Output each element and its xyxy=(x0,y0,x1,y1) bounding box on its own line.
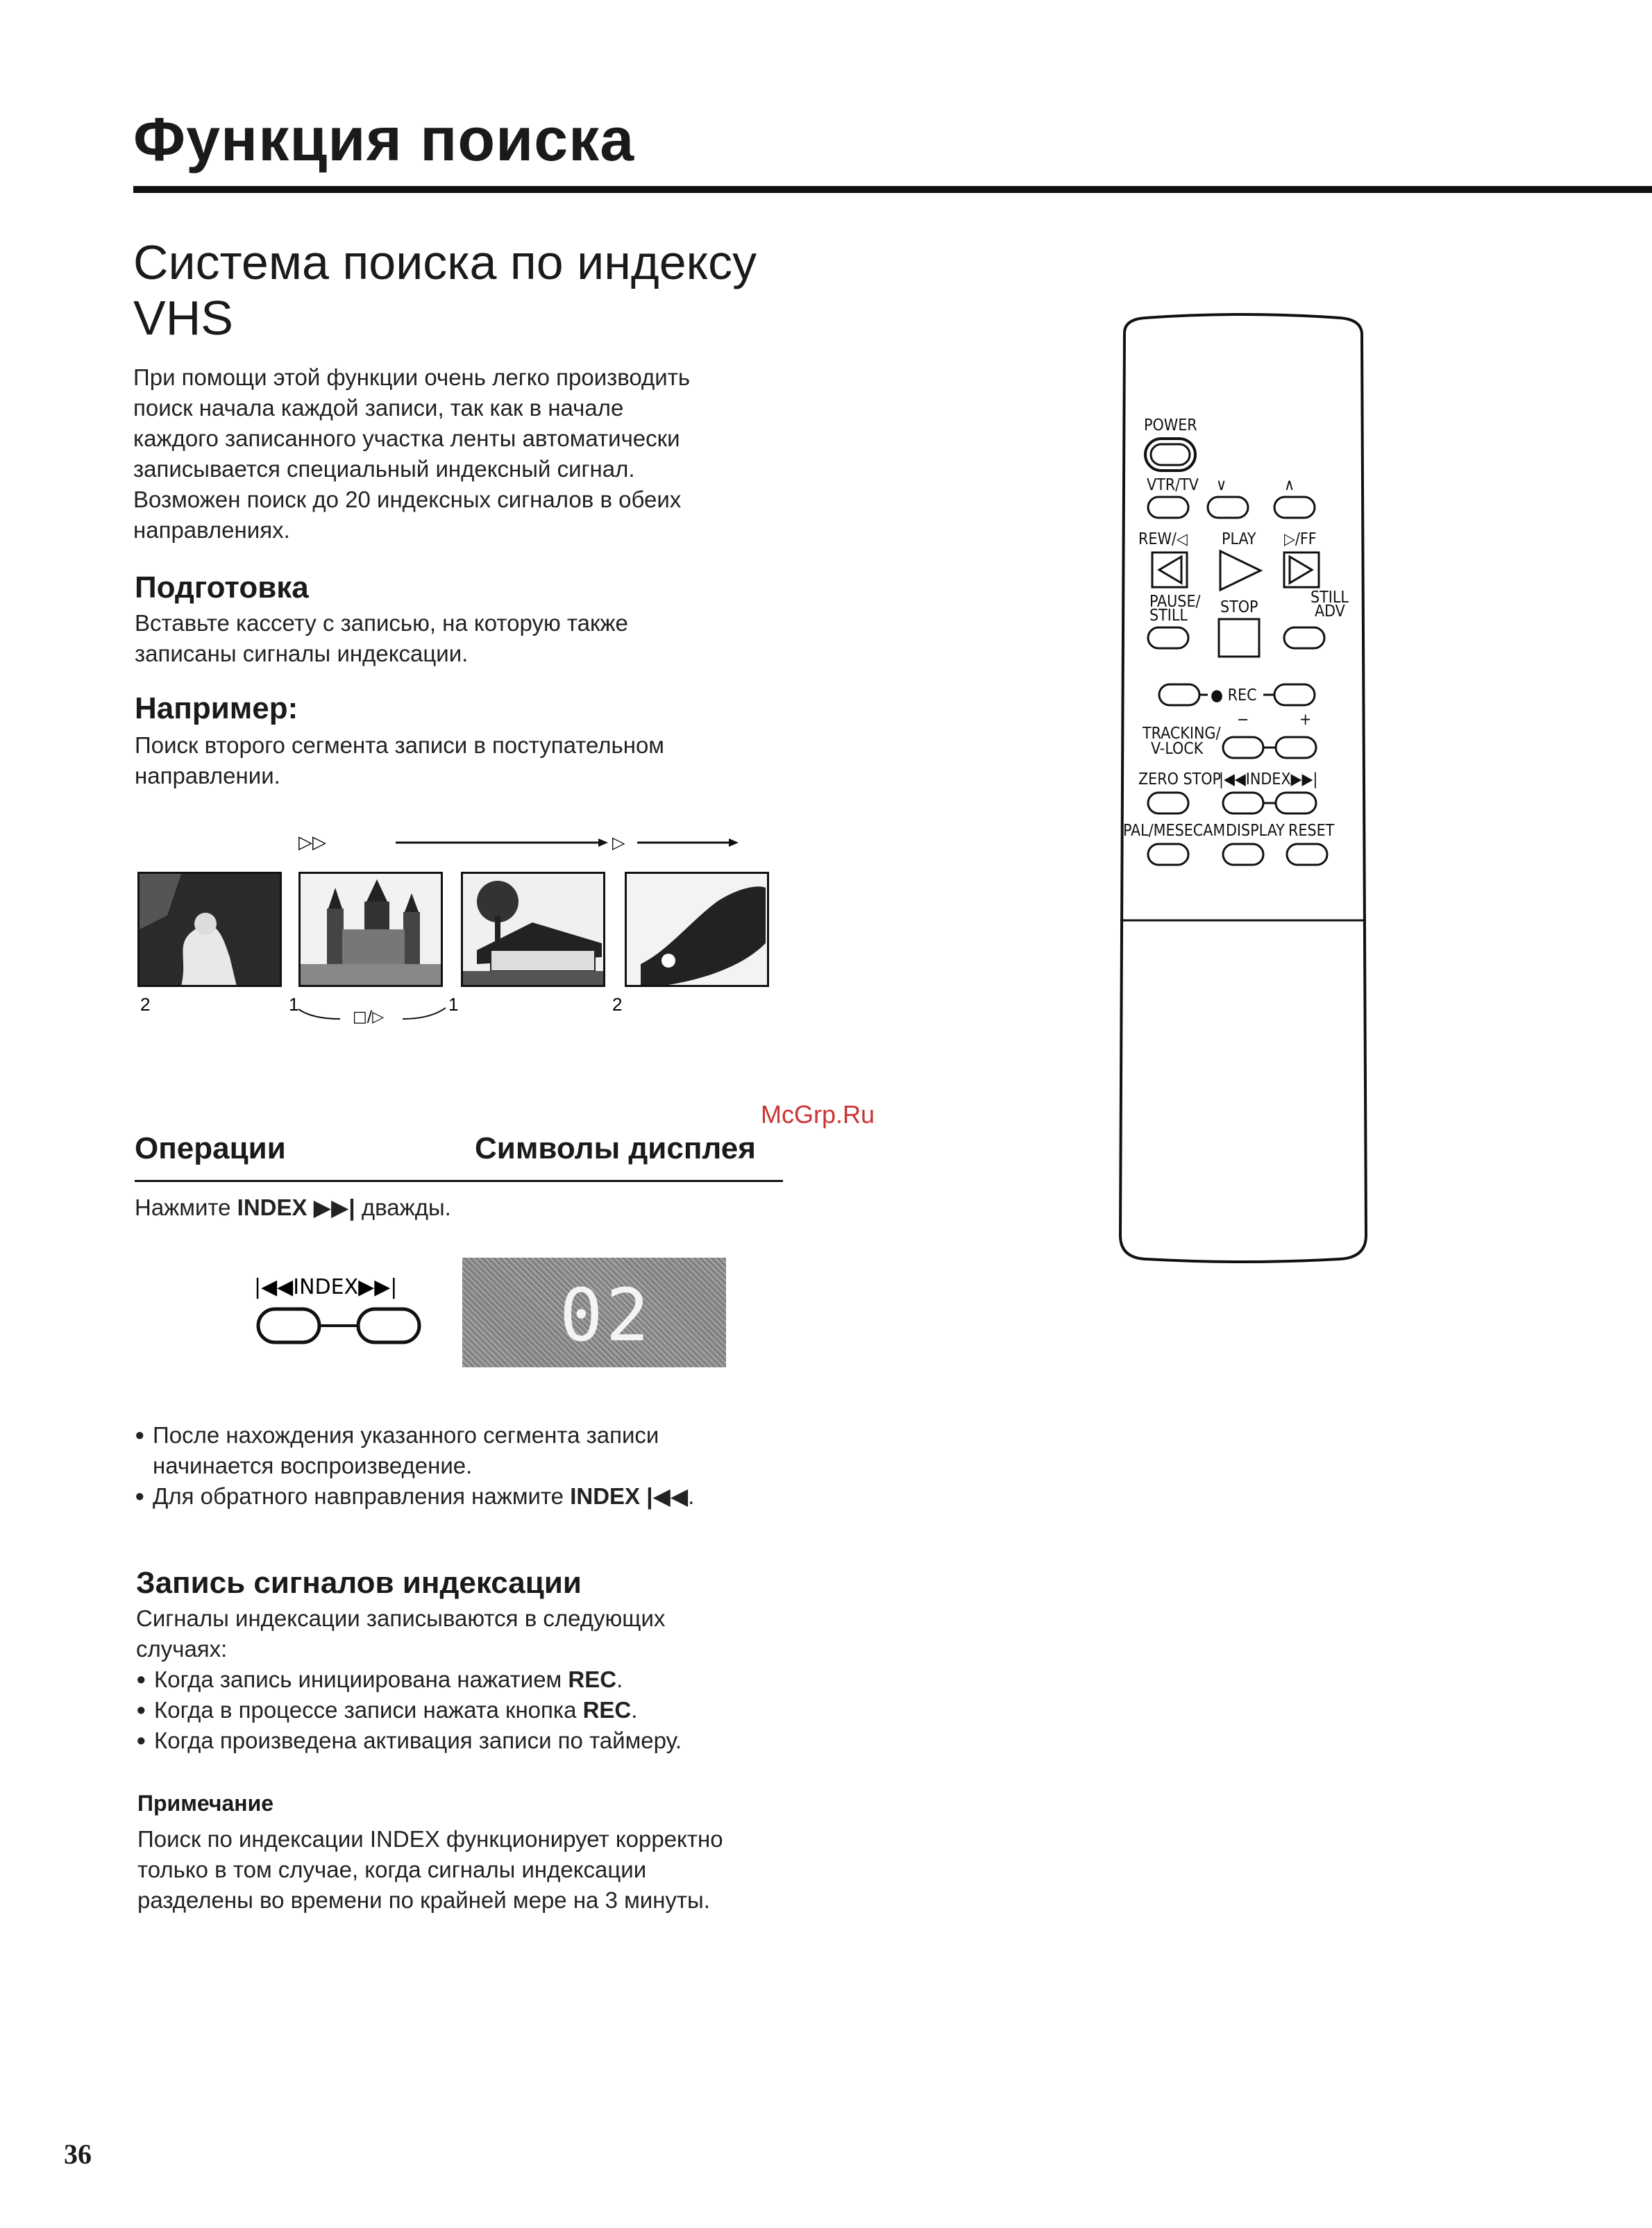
tracking-label: TRACKING/ xyxy=(1143,725,1221,743)
display-symbols-heading: Символы дисплея xyxy=(475,1131,756,1165)
prep-heading: Подготовка xyxy=(135,571,309,605)
remote-control xyxy=(1104,312,1395,1270)
stop-label: STOP xyxy=(1220,598,1258,616)
vtr-tv-label: VTR/TV xyxy=(1147,476,1199,494)
tracking-plus-button[interactable] xyxy=(1276,737,1316,758)
intro-text: При помощи этой функции очень легко производить поиск начала каждой записи, так как в начале каждого записанного участка ленты автоматически записывается специальный индексный сигнал. Возможен поиск до 20 индексных сигналов в обеих направлениях. xyxy=(133,364,691,543)
example-text: Поиск второго сегмента записи в поступательном направлении. xyxy=(135,732,664,788)
play-label: PLAY xyxy=(1222,530,1256,548)
example-heading: Например: xyxy=(135,691,298,725)
tracking-minus-button[interactable] xyxy=(1223,737,1263,758)
recording-cases xyxy=(136,1664,802,1756)
ops-notes xyxy=(135,1420,801,1512)
index-button-diagram xyxy=(250,1270,430,1353)
ch-down-label: ∨ xyxy=(1216,476,1227,494)
recording-case-1: ● Когда запись инициирована нажатием REC. xyxy=(136,1664,802,1695)
power-label: POWER xyxy=(1144,416,1197,434)
rew-label: REW/◁ xyxy=(1138,530,1188,548)
recording-heading: Запись сигналов индексации xyxy=(136,1566,582,1600)
pal-mesecam-button[interactable] xyxy=(1148,844,1188,865)
vlock-label: V-LOCK xyxy=(1151,740,1204,758)
pal-mesecam-label: PAL/MESECAM xyxy=(1123,822,1226,840)
index-ff-remote-button[interactable] xyxy=(1276,793,1316,813)
tape-labels xyxy=(132,991,770,1026)
reset-button[interactable] xyxy=(1287,844,1327,865)
still-label: STILL xyxy=(1149,607,1188,625)
prep-text: Вставьте кассету с записью, на которую также записаны сигналы индексации. xyxy=(135,610,628,666)
ff-label: ▷/FF xyxy=(1284,530,1317,548)
label-2-left: 2 xyxy=(140,994,151,1015)
adv-label: ADV xyxy=(1315,602,1345,621)
recording-case-3: ● Когда произведена активация записи по таймеру. xyxy=(136,1725,802,1756)
lcd-value: 02 xyxy=(559,1273,652,1358)
label-1-left: 1 xyxy=(289,994,299,1015)
reset-label: RESET xyxy=(1288,822,1335,840)
rec-label: ● REC xyxy=(1211,686,1257,704)
zero-stop-label: ZERO STOP xyxy=(1138,770,1222,788)
stop-button[interactable] xyxy=(1219,619,1259,657)
title-rule xyxy=(133,186,1652,193)
note-heading: Примечание xyxy=(137,1791,274,1816)
play-symbol: ▷ xyxy=(612,833,625,852)
tape-frame-4 xyxy=(625,872,769,987)
section-title: Система поиска по индексу VHS xyxy=(133,235,757,345)
tape-frame-2 xyxy=(298,872,443,987)
ch-up-button[interactable] xyxy=(1274,497,1315,518)
ops-note-2: ● Для обратного навправления нажмите INDEX |◀◀. xyxy=(135,1481,801,1512)
ch-up-label: ∧ xyxy=(1284,476,1295,494)
direction-arrows xyxy=(292,826,750,861)
index-remote-label: |◀◀INDEX▶▶| xyxy=(1219,770,1318,788)
rec-right-button[interactable] xyxy=(1274,684,1315,705)
pause-label: PAUSE/ xyxy=(1149,593,1201,611)
recording-case-2: ● Когда в процессе записи нажата кнопка REC. xyxy=(136,1695,802,1725)
tracking-minus-label: − xyxy=(1237,711,1249,729)
tracking-plus-label: + xyxy=(1299,711,1312,729)
display-label: DISPLAY xyxy=(1226,822,1285,840)
index-label: |◀◀INDEX▶▶| xyxy=(254,1275,398,1299)
ch-down-button[interactable] xyxy=(1208,497,1248,518)
display-button[interactable] xyxy=(1223,844,1263,865)
ops-heading: Операции xyxy=(135,1131,286,1165)
stop-play-symbol: □/▷ xyxy=(353,1008,385,1026)
note-text: Поиск по индексации INDEX функционирует корректно только в том случае, когда сигналы индексации разделены во времени по крайней мере на 3 минуты. xyxy=(137,1826,723,1913)
tape-frame-3 xyxy=(461,872,605,987)
ops-note-1: ● После нахождения указанного сегмента записи начинается воспроизведение. xyxy=(135,1420,801,1481)
watermark: McGrp.Ru xyxy=(761,1100,875,1129)
ff-symbol: ▷▷ xyxy=(298,832,326,853)
zero-stop-button[interactable] xyxy=(1148,793,1188,813)
index-ff-button[interactable] xyxy=(358,1309,419,1342)
pause-still-button[interactable] xyxy=(1148,627,1188,648)
lcd-display xyxy=(462,1258,726,1367)
index-rew-remote-button[interactable] xyxy=(1223,793,1263,813)
page-number: 36 xyxy=(64,2138,92,2170)
rec-left-button[interactable] xyxy=(1159,684,1199,705)
recording-intro: Сигналы индексации записываются в следующих случаях: xyxy=(136,1605,666,1662)
ops-instruction: Нажмите INDEX ▶▶| дважды. xyxy=(135,1195,451,1220)
index-rew-button[interactable] xyxy=(258,1309,319,1342)
vtr-tv-button[interactable] xyxy=(1148,497,1188,518)
label-1-right: 1 xyxy=(448,994,459,1015)
still-adv-label: STILL xyxy=(1310,589,1349,607)
tape-frame-1 xyxy=(137,872,282,987)
ops-rule xyxy=(135,1180,783,1182)
page-title: Функция поиска xyxy=(133,105,635,174)
label-2-right: 2 xyxy=(612,994,623,1015)
still-adv-button[interactable] xyxy=(1284,627,1324,648)
